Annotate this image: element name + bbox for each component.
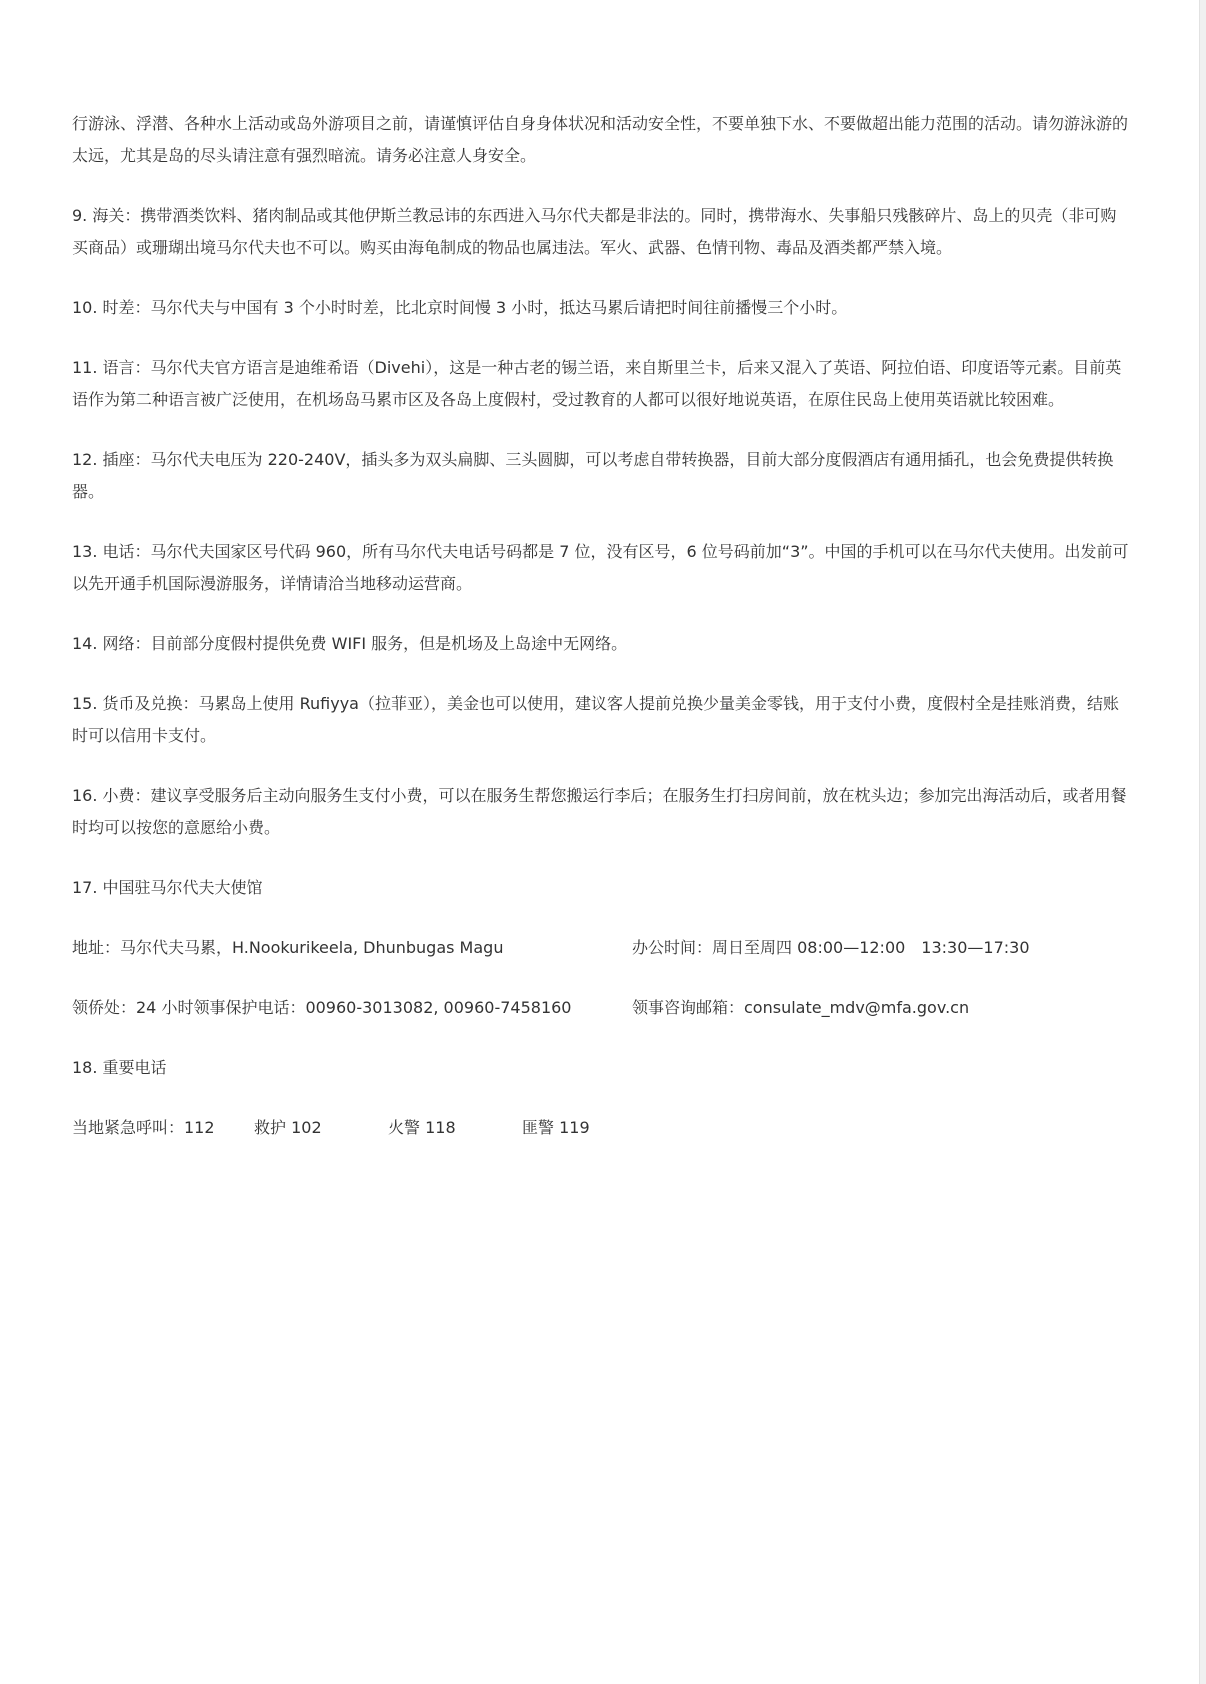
paragraph-telephone: 13. 电话：马尔代夫国家区号代码 960，所有马尔代夫电话号码都是 7 位，没有区号，6 位号码前加“3”。中国的手机可以在马尔代夫使用。出发前可以先开通手机国际漫游服务，详情请洽当地移动运营商。: [72, 542, 1129, 593]
paragraph-customs: 9. 海关：携带酒类饮料、猪肉制品或其他伊斯兰教忌讳的东西进入马尔代夫都是非法的。同时，携带海水、失事船只残骸碎片、岛上的贝壳（非可购买商品）或珊瑚出境马尔代夫也不可以。购买由海龟制成的物品也属违法。军火、武器、色情刊物、毒品及酒类都严禁入境。: [72, 206, 1117, 257]
paragraph-language: 11. 语言：马尔代夫官方语言是迪维希语（Divehi），这是一种古老的锡兰语，来自斯里兰卡，后来又混入了英语、阿拉伯语、印度语等元素。目前英语作为第二种语言被广泛使用，在机场岛马累市区及各岛上度假村，受过教育的人都可以很好地说英语，在原住民岛上使用英语就比较困难。: [72, 358, 1122, 409]
embassy-consular-email: 领事咨询邮箱：consulate_mdv@mfa.gov.cn: [632, 998, 970, 1017]
paragraph-time-difference: 10. 时差：马尔代夫与中国有 3 个小时时差，比北京时间慢 3 小时，抵达马累后请把时间往前播慢三个小时。: [72, 298, 848, 317]
important-phones-heading: 18. 重要电话: [72, 1058, 167, 1077]
phone-local-emergency: 当地紧急呼叫：112: [72, 1118, 215, 1137]
page-edge-shadow: [1199, 0, 1206, 1684]
paragraph-power-socket: 12. 插座：马尔代夫电压为 220-240V，插头多为双头扁脚、三头圆脚，可以考虑自带转换器，目前大部分度假酒店有通用插孔，也会免费提供转换器。: [72, 450, 1114, 501]
important-phones-row: [72, 1112, 1132, 1144]
phone-fire: 火警 118: [388, 1118, 456, 1137]
paragraph-currency: 15. 货币及兑换：马累岛上使用 Rufiyya（拉菲亚），美金也可以使用，建议客人提前兑换少量美金零钱，用于支付小费，度假村全是挂账消费，结账时可以信用卡支付。: [72, 694, 1119, 745]
embassy-office-hours: 办公时间：周日至周四 08:00—12:00 13:30—17:30: [632, 938, 1030, 957]
paragraph-embassy-heading: 17. 中国驻马尔代夫大使馆: [72, 878, 263, 897]
paragraph-network: 14. 网络：目前部分度假村提供免费 WIFI 服务，但是机场及上岛途中无网络。: [72, 634, 628, 653]
paragraph-safety-continued: 行游泳、浮潜、各种水上活动或岛外游项目之前，请谨慎评估自身身体状况和活动安全性，不要单独下水、不要做超出能力范围的活动。请勿游泳游的太远，尤其是岛的尽头请注意有强烈暗流。请务必注意人身安全。: [72, 114, 1129, 165]
document-content: [72, 108, 1132, 1144]
phone-police: 匪警 119: [522, 1118, 590, 1137]
embassy-address: 地址：马尔代夫马累，H.Nookurikeela, Dhunbugas Magu: [72, 938, 504, 957]
embassy-consular-phone: 领侨处：24 小时领事保护电话：00960-3013082, 00960-7458160: [72, 998, 572, 1017]
paragraph-tipping: 16. 小费：建议享受服务后主动向服务生支付小费，可以在服务生帮您搬运行李后；在服务生打扫房间前，放在枕头边；参加完出海活动后，或者用餐时均可以按您的意愿给小费。: [72, 786, 1127, 837]
phone-ambulance: 救护 102: [254, 1118, 322, 1137]
embassy-address-row: [72, 932, 1132, 964]
embassy-contact-row: [72, 992, 1132, 1024]
